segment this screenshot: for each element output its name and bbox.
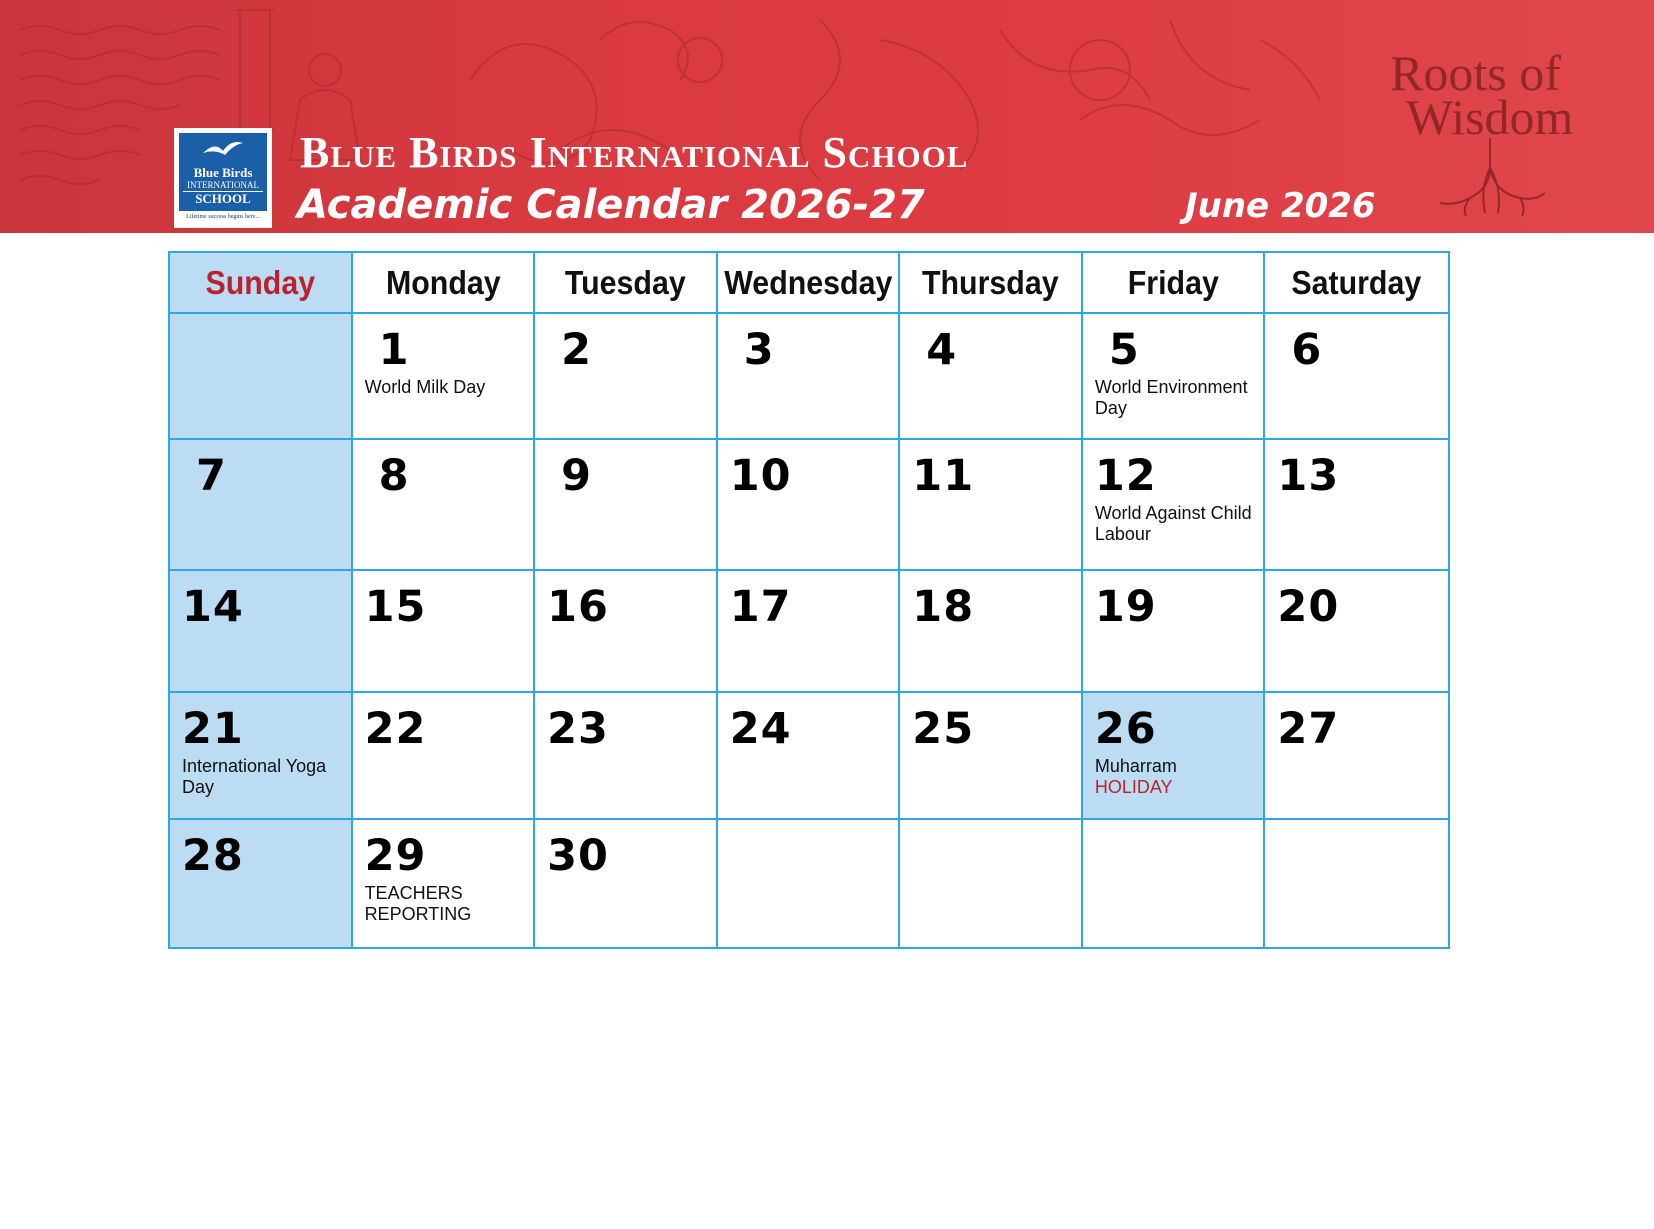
weekday-label: Monday <box>385 263 501 301</box>
date-number: 15 <box>364 582 427 632</box>
empty-day-cell <box>900 820 1083 947</box>
weekday-header-friday <box>1083 253 1266 314</box>
day-cell-13 <box>1265 440 1448 571</box>
header-banner <box>0 0 1654 233</box>
brand-line-1: Roots of <box>1390 45 1561 101</box>
event-note <box>1095 756 1260 798</box>
date-number: 24 <box>729 704 792 754</box>
weekday-label: Tuesday <box>564 263 686 301</box>
weekday-label: Sunday <box>205 263 316 301</box>
day-cell-20 <box>1265 571 1448 693</box>
calendar-grid <box>168 251 1450 949</box>
date-number: 1 <box>378 325 410 375</box>
logo-line-1: Blue Birds <box>193 165 253 180</box>
holiday-tag: HOLIDAY <box>1094 777 1173 797</box>
date-number: 10 <box>729 451 792 501</box>
school-logo-badge <box>179 133 267 211</box>
roots-icon <box>1430 138 1550 218</box>
date-number: 30 <box>547 831 609 881</box>
weekday-label: Thursday <box>922 263 1059 301</box>
event-text: World Milk Day <box>364 377 486 397</box>
event-text: International Yoga Day <box>182 756 327 797</box>
day-cell-23 <box>535 693 718 820</box>
date-number: 25 <box>912 704 975 754</box>
date-number: 17 <box>729 582 792 632</box>
day-cell-3 <box>718 314 901 440</box>
date-number: 22 <box>364 704 427 754</box>
day-cell-11 <box>900 440 1083 571</box>
day-cell-28 <box>170 820 353 947</box>
event-text: TEACHERS REPORTING <box>364 883 472 924</box>
date-number: 20 <box>1277 582 1340 632</box>
logo-line-2: INTERNATIONAL <box>187 180 259 190</box>
date-number: 16 <box>547 582 609 632</box>
date-number: 12 <box>1094 451 1157 501</box>
brand-line-2: Wisdom <box>1406 89 1574 145</box>
date-number: 6 <box>1291 325 1323 375</box>
roots-of-wisdom-logo <box>1390 45 1620 223</box>
day-cell-25 <box>900 693 1083 820</box>
date-number: 29 <box>364 831 427 881</box>
date-number: 19 <box>1094 582 1157 632</box>
month-title: June 2026 <box>1185 186 1376 226</box>
day-cell-5 <box>1083 314 1266 440</box>
event-text: World Against Child Labour <box>1094 503 1252 544</box>
date-number: 7 <box>196 451 227 501</box>
date-number: 18 <box>912 582 975 632</box>
calendar-title: Academic Calendar 2026-27 <box>297 182 925 228</box>
date-number: 28 <box>182 831 244 881</box>
day-cell-17 <box>718 571 901 693</box>
day-cell-27 <box>1265 693 1448 820</box>
day-cell-9 <box>535 440 718 571</box>
date-number: 8 <box>378 451 410 501</box>
empty-day-cell <box>1083 820 1266 947</box>
date-number: 23 <box>547 704 609 754</box>
day-cell-16 <box>535 571 718 693</box>
logo-line-3: SCHOOL <box>183 191 263 206</box>
date-number: 9 <box>561 451 593 501</box>
weekday-label: Saturday <box>1291 263 1422 301</box>
empty-day-cell <box>170 314 353 440</box>
weekday-label: Wednesday <box>723 263 893 301</box>
date-number: 13 <box>1277 451 1340 501</box>
event-note <box>365 377 530 398</box>
empty-day-cell <box>1265 820 1448 947</box>
weekday-header-tuesday <box>535 253 718 314</box>
weekday-header-monday <box>353 253 536 314</box>
date-number: 3 <box>743 325 775 375</box>
weekday-header-thursday <box>900 253 1083 314</box>
day-cell-30 <box>535 820 718 947</box>
date-number: 21 <box>182 704 244 754</box>
day-cell-4 <box>900 314 1083 440</box>
day-cell-18 <box>900 571 1083 693</box>
event-text: World Environment Day <box>1094 377 1248 418</box>
event-text: Muharram <box>1094 756 1177 776</box>
event-note <box>1095 377 1260 419</box>
day-cell-1 <box>353 314 536 440</box>
date-number: 5 <box>1108 325 1140 375</box>
day-cell-15 <box>353 571 536 693</box>
day-cell-6 <box>1265 314 1448 440</box>
day-cell-7 <box>170 440 353 571</box>
empty-day-cell <box>718 820 901 947</box>
bird-icon <box>201 139 245 161</box>
date-number: 11 <box>912 451 975 501</box>
event-note <box>365 883 530 925</box>
school-logo <box>174 128 272 228</box>
day-cell-21 <box>170 693 353 820</box>
school-name: Blue Birds International School <box>300 128 969 177</box>
day-cell-14 <box>170 571 353 693</box>
day-cell-10 <box>718 440 901 571</box>
weekday-header-wednesday <box>718 253 901 314</box>
date-number: 26 <box>1094 704 1157 754</box>
day-cell-19 <box>1083 571 1266 693</box>
day-cell-12 <box>1083 440 1266 571</box>
date-number: 4 <box>926 325 958 375</box>
day-cell-29 <box>353 820 536 947</box>
event-note <box>1095 503 1260 545</box>
event-note <box>182 756 347 798</box>
day-cell-2 <box>535 314 718 440</box>
weekday-header-sunday <box>170 253 353 314</box>
date-number: 27 <box>1277 704 1340 754</box>
day-cell-8 <box>353 440 536 571</box>
weekday-header-saturday <box>1265 253 1448 314</box>
logo-tagline: Lifetime success begins here... <box>186 214 260 220</box>
date-number: 14 <box>182 582 244 632</box>
weekday-label: Friday <box>1127 263 1219 301</box>
day-cell-26 <box>1083 693 1266 820</box>
date-number: 2 <box>561 325 593 375</box>
day-cell-24 <box>718 693 901 820</box>
day-cell-22 <box>353 693 536 820</box>
